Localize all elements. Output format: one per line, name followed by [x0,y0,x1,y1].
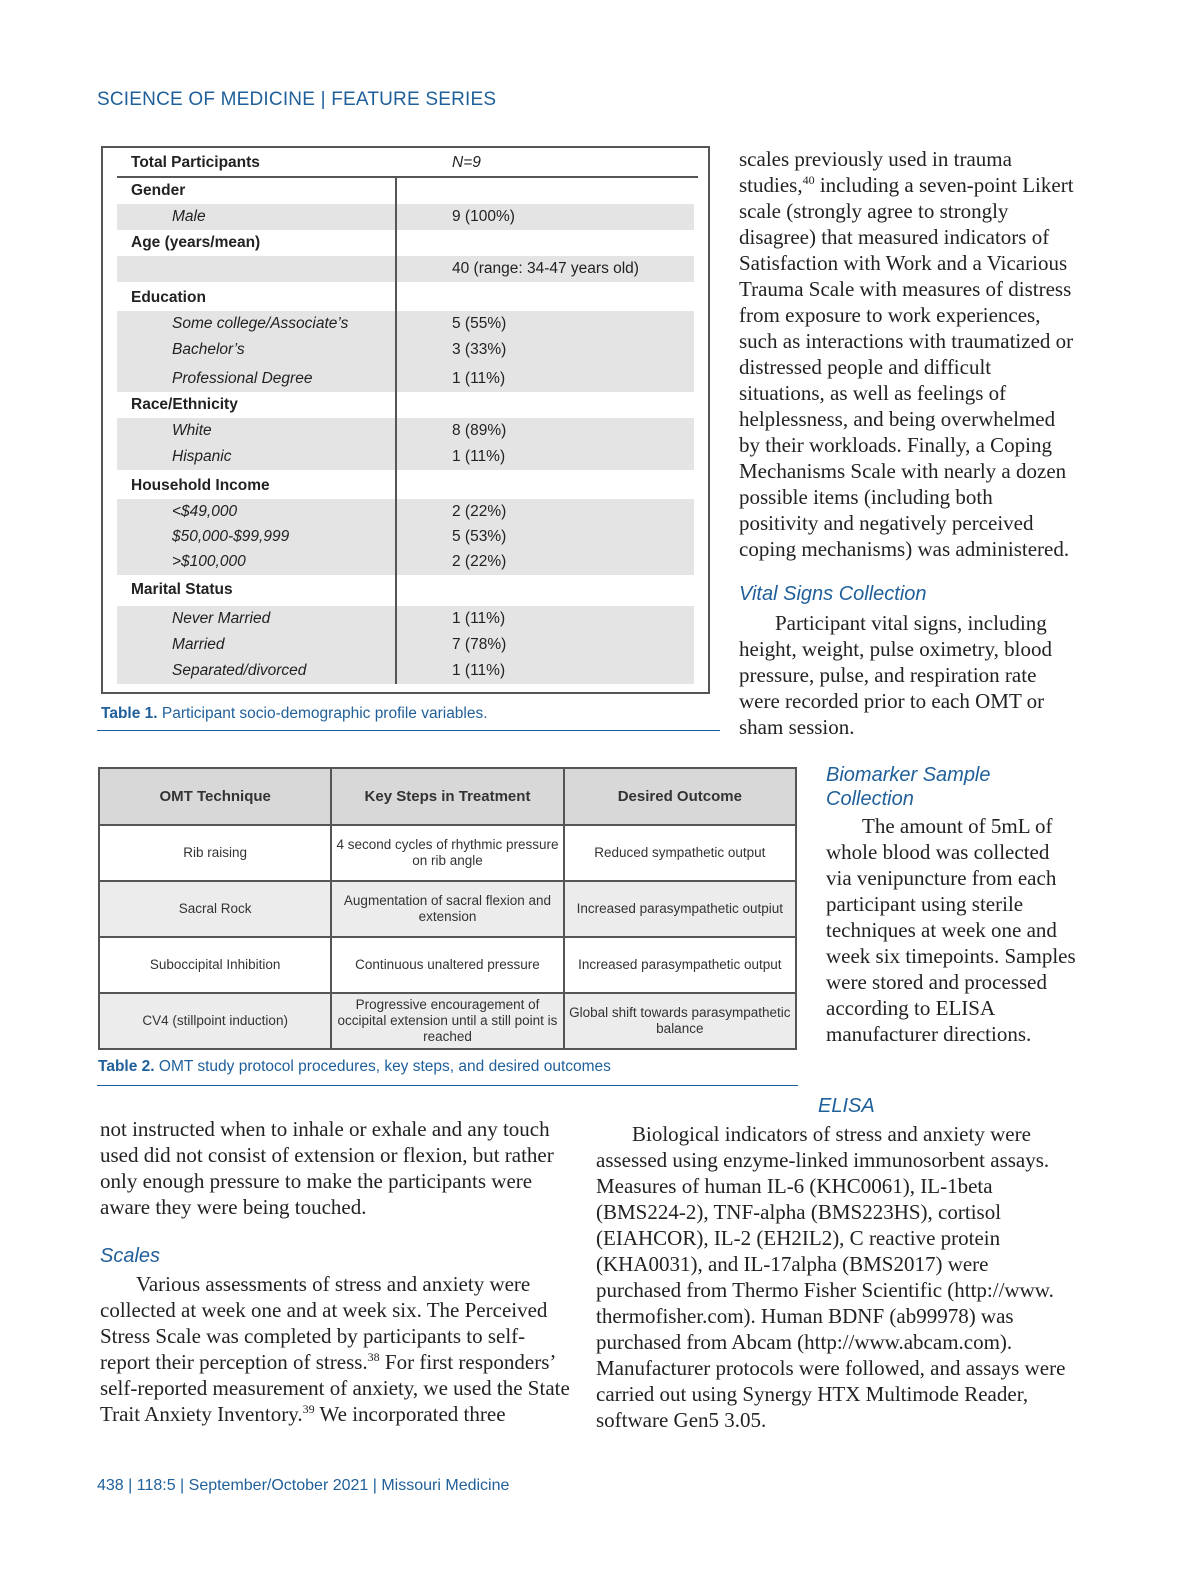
caption-label: Table 2. [98,1058,155,1075]
table-row [99,937,796,993]
row-label: Some college/Associate’s [172,315,349,332]
table-cell: Sacral Rock [99,881,331,937]
column-divider [395,176,397,684]
group-label: Household Income [131,477,270,494]
elisa-text: Biological indicators of stress and anxiety were assessed using enzyme-linked immunosorbent assays. Measures of human IL-6 (KHC0061), IL-1beta (BMS224-2), TNF-alpha (BMS223HS), cortisol (EIAHCOR), IL-2 (EH2IL2), C reactive protein (KHA0031), and IL-17alpha (BMS2017) were purchased from Thermo Fisher Scientific (http://www. thermofisher.com). Human BDNF (ab99978) was purchased from Abcam (http://www.abcam.com). Manufacturer protocols were followed, and assays were carried out using Synergy HTX Multimode Reader, software Gen5 3.05. [596,1122,1066,1432]
caption-label: Table 1. [101,705,158,722]
row-value: 1 (11%) [452,662,506,679]
table-cell: Continuous unaltered pressure [331,937,563,993]
group-label: Gender [131,182,186,199]
table-cell: Global shift towards parasympathetic balance [564,993,796,1049]
scales-cont-text-1: scales previously used in trauma studies, [739,147,1012,197]
row-value: 5 (53%) [452,528,507,545]
row-value: 40 (range: 34-47 years old) [452,260,639,277]
row-label: Never Married [172,610,271,627]
row-label: Separated/divorced [172,662,307,679]
vital-signs-heading: Vital Signs Collection [739,583,927,605]
scales-cont-text-2: including a seven-point Likert scale (strongly agree to strongly disagree) that measured indicators of Satisfaction with Work and a Vicarious Trauma Scale with measures of distress from exposure to work experiences, such as interactions with traumatized or distressed people and difficult situations, as well as feelings of helplessness, and being overwhelmed by their workloads. Finally, a Coping Mechanisms Scale with nearly a dozen possible items (including both positivity and negatively perceived coping mechanisms) was administered. [739,173,1074,561]
row-label: <$49,000 [172,503,238,520]
column-header: Key Steps in Treatment [331,768,563,825]
row-value: 5 (55%) [452,315,507,332]
row-value: 7 (78%) [452,636,507,653]
header-label: Total Participants [131,154,260,171]
caption-text: OMT study protocol procedures, key steps, and desired outcomes [158,1058,611,1075]
table-cell: Rib raising [99,825,331,881]
group-label: Education [131,289,206,306]
table-cell: Augmentation of sacral flexion and extension [331,881,563,937]
table-row [99,825,796,881]
row-value: 9 (100%) [452,208,515,225]
table-demographics [101,146,710,694]
elisa-heading: ELISA [818,1095,875,1117]
row-label: Hispanic [172,448,232,465]
table-cell: Progressive encouragement of occipital extension until a still point is reached [331,993,563,1049]
scales-continuation [739,146,1074,562]
biomarker-text: The amount of 5mL of whole blood was collected via venipuncture from each participant using sterile techniques at week one and week six timepoints. Samples were stored and processed according to ELISA manufacturer directions. [826,814,1076,1046]
table-omt-protocol [98,767,797,1050]
column-header: Desired Outcome [564,768,796,825]
group-label: Age (years/mean) [131,234,261,251]
reference-40: 40 [802,173,815,187]
table-cell: Increased parasympathetic output [564,937,796,993]
scales-text-3: We incorporated three [314,1402,506,1426]
biomarker-heading: Biomarker Sample Collection [826,764,991,810]
reference-39: 39 [302,1402,315,1416]
reference-38: 38 [367,1350,380,1364]
row-label: White [172,422,212,439]
scales-text-2: For first responders’ self-reported measurement of anxiety, we used the State Trait Anxiety Inventory. [100,1350,570,1426]
column-header: OMT Technique [99,768,331,825]
caption-rule [97,730,720,731]
header-value: N=9 [452,154,481,171]
row-label: Male [172,208,206,225]
scales-heading: Scales [100,1245,161,1267]
table-cell: Reduced sympathetic output [564,825,796,881]
row-value: 1 (11%) [452,448,506,465]
row-value: 8 (89%) [452,422,507,439]
row-value: 2 (22%) [452,503,507,520]
row-value: 3 (33%) [452,341,507,358]
vital-signs-text: Participant vital signs, including height, weight, pulse oximetry, blood pressure, pulse, and respiration rate were recorded prior to each OMT or sham session. [739,611,1053,739]
row-label: Married [172,636,225,653]
running-header: SCIENCE OF MEDICINE | FEATURE SERIES [97,89,497,110]
caption-rule [97,1085,798,1086]
table-cell: CV4 (stillpoint induction) [99,993,331,1049]
page-footer: 438 | 118:5 | September/October 2021 | Missouri Medicine [97,1477,510,1494]
table-row [99,881,796,937]
scales-text-1: Various assessments of stress and anxiety were collected at week one and at week six. The Perceived Stress Scale was completed by participants to self-report their perception of stress. [100,1272,548,1374]
table-cell: Increased parasympathetic outpiut [564,881,796,937]
row-label: Bachelor’s [172,341,245,358]
left-intro-text: not instructed when to inhale or exhale and any touch used did not consist of extension or flexion, but rather only enough pressure to make the participants were aware they were being touched. [100,1117,554,1219]
scales-text [100,1271,572,1427]
table-row [99,993,796,1049]
table-cell: 4 second cycles of rhythmic pressure on rib angle [331,825,563,881]
table2-caption [98,1058,611,1076]
group-label: Race/Ethnicity [131,396,238,413]
row-value: 1 (11%) [452,610,506,627]
group-label: Marital Status [131,581,233,598]
table1-caption [101,705,488,723]
row-label: Professional Degree [172,370,313,387]
header-divider [117,176,698,178]
row-label: $50,000-$99,999 [172,528,290,545]
table-cell: Suboccipital Inhibition [99,937,331,993]
row-label: >$100,000 [172,553,246,570]
row-value: 1 (11%) [452,370,506,387]
row-value: 2 (22%) [452,553,507,570]
caption-text: Participant socio-demographic profile variables. [161,705,488,722]
